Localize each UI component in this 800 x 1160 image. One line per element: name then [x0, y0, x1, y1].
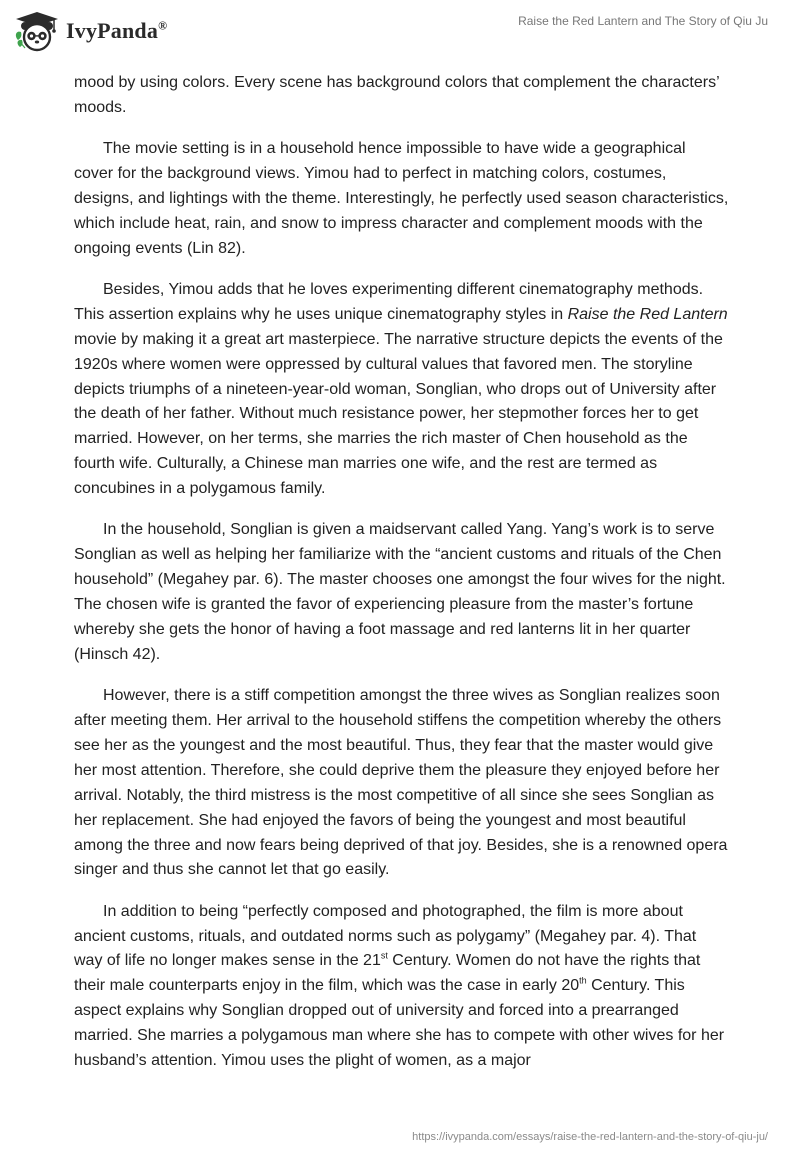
essay-body: [74, 71, 729, 1090]
document-title: Raise the Red Lantern and The Story of Qiu Ju: [518, 14, 768, 28]
paragraph: In addition to being “perfectly composed and photographed, the film is more about ancient customs, rituals, and outdated norms such as polygamy” (Megahey par. 4). That way of life no longer makes sense in the 21st Century. Women do not have the rights that their male counterparts enjoy in the film, which was the case in early 20th Century. This aspect explains why Songlian dropped out of university and forced into a prearranged married. She marries a polygamous man where she has to compete with other wives for her husband’s attention. Yimou uses the plight of women, as a major: [74, 902, 725, 1070]
film-title-italic: Raise the Red Lantern: [567, 305, 728, 323]
paragraph: mood by using colors. Every scene has background colors that complement the characters’ moods.: [74, 74, 720, 116]
paragraph: However, there is a stiff competition amongst the three wives as Songlian realizes soon after meeting them. Her arrival to the household stiffens the competition whereby the others see her as the youngest and the most beautiful. Thus, they fear that the master would give her most attention. Therefore, she could deprive them the pleasure they enjoyed before her arrival. Notably, the third mistress is the most competitive of all since she sees Songlian as her replacement. She had enjoyed the favors of being the youngest and most beautiful among the three and now fears being deprived of that joy. Besides, she is a renowned opera singer and thus she cannot let that go easily.: [74, 687, 728, 879]
paragraph: In the household, Songlian is given a maidservant called Yang. Yang’s work is to serve Songlian as well as helping her familiarize with the “ancient customs and rituals of the Chen household” (Megahey par. 6). The master chooses one amongst the four wives for the night. The chosen wife is granted the favor of experiencing pleasure from the master’s fortune whereby she gets the honor of having a foot massage and red lanterns lit in her quarter (Hinsch 42).: [74, 521, 726, 663]
brand-name: IvyPanda®: [66, 18, 168, 43]
panda-graduation-icon: [14, 10, 60, 52]
paragraph: Besides, Yimou adds that he loves experimenting different cinematography methods. This assertion explains why he uses unique cinematography styles in Raise the Red Lantern movie by making it a great art masterpiece. The narrative structure depicts the events of the 1920s where women were oppressed by cultural values that favored men. The storyline depicts triumphs of a nineteen-year-old woman, Songlian, who drops out of University after the death of her father. Without much resistance power, her stepmother forces her to get married. However, on her terms, she marries the rich master of Chen household as the fourth wife. Culturally, a Chinese man marries one wife, and the rest are termed as concubines in a polygamous family.: [74, 280, 728, 498]
paragraph: The movie setting is in a household hence impossible to have wide a geographical cover for the background views. Yimou had to perfect in matching colors, costumes, designs, and lightings with the theme. Interestingly, he perfectly used season characteristics, which include heat, rain, and snow to impress character and complement moods with the ongoing events (Lin 82).: [74, 140, 729, 257]
ivypanda-logo[interactable]: [14, 10, 167, 52]
source-url-link[interactable]: https://ivypanda.com/essays/raise-the-red-lantern-and-the-story-of-qiu-ju/: [412, 1131, 768, 1143]
page-header: [0, 0, 800, 70]
